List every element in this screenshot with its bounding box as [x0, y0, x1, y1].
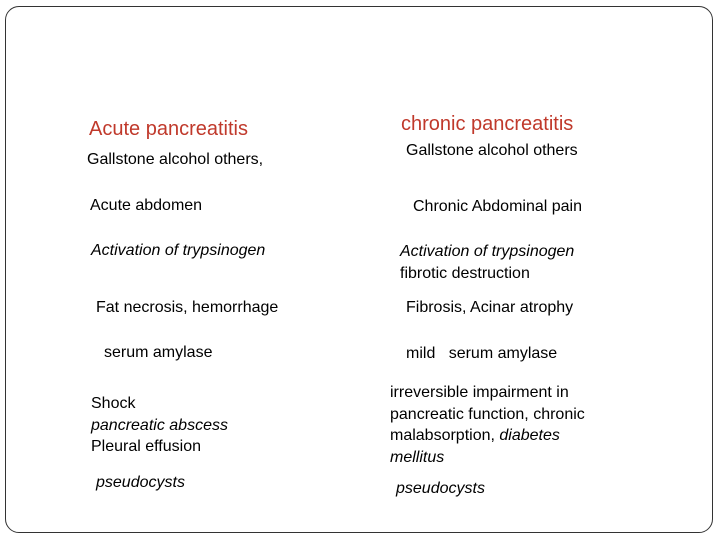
chronic-enzyme: serum amylase [448, 345, 558, 362]
acute-pseudocysts: pseudocysts [96, 474, 185, 491]
chronic-mechanism-line1: Activation of trypsinogen [400, 243, 575, 260]
chronic-outcome-line3 [390, 425, 585, 447]
acute-pathology: Fat necrosis, hemorrhage [96, 299, 279, 316]
acute-complications [91, 393, 228, 458]
chronic-enzyme-line [406, 344, 557, 363]
acute-shock: Shock [91, 395, 136, 412]
chronic-cause: Gallstone alcohol others [406, 142, 578, 159]
acute-mechanism: Activation of trypsinogen [91, 242, 266, 259]
chronic-outcome-line3-prefix: malabsorption, [390, 427, 500, 444]
chronic-mechanism [400, 241, 574, 284]
chronic-outcome-line1: irreversible impairment in [390, 384, 569, 401]
chronic-outcome-line4: mellitus [390, 448, 445, 466]
chronic-outcome-diabetes: diabetes [499, 427, 560, 444]
acute-cause: Gallstone alcohol others, [87, 151, 264, 168]
chronic-heading: chronic pancreatitis [401, 113, 574, 135]
chronic-pathology: Fibrosis, Acinar atrophy [406, 299, 574, 316]
chronic-enzyme-qualifier: mild [406, 345, 436, 362]
chronic-mechanism-line2: fibrotic destruction [400, 264, 530, 282]
acute-effusion: Pleural effusion [91, 438, 201, 455]
chronic-pseudocysts: pseudocysts [396, 480, 485, 497]
acute-enzyme: serum amylase [104, 344, 213, 361]
acute-heading: Acute pancreatitis [89, 118, 248, 140]
chronic-presentation: Chronic Abdominal pain [413, 198, 582, 215]
acute-presentation: Acute abdomen [90, 197, 203, 214]
chronic-outcome [390, 382, 585, 468]
chronic-outcome-line2: pancreatic function, chronic [390, 405, 585, 423]
acute-abscess: pancreatic abscess [91, 416, 228, 434]
